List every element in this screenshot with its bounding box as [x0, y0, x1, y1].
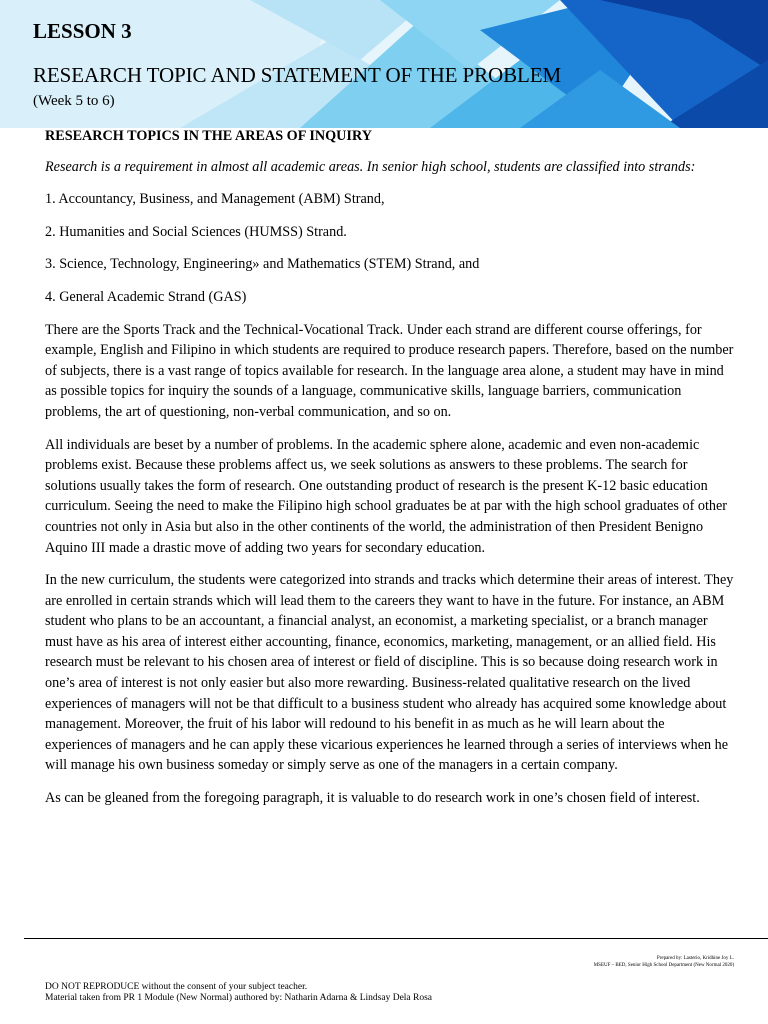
body-paragraph: There are the Sports Track and the Technical-Vocational Track. Under each strand are different course offerings, for example, English and Filipino in which students are required to produce research papers. Therefore, based on the number of subjects, there is a vast range of topics available for research. In the language area alone, a student may have in mind as possible topics for inquiry the sounds of a language, communicative skills, language barriers, communication problems, the art of questioning, non-verbal communication, and so on. — [45, 321, 734, 420]
strand-item: 2. Humanities and Social Sciences (HUMSS) Strand. — [45, 223, 347, 240]
prepared-by — [594, 955, 734, 969]
page-title: RESEARCH TOPIC AND STATEMENT OF THE PROBLEM — [33, 63, 562, 87]
lesson-number: LESSON 3 — [33, 19, 132, 43]
footer-divider — [24, 938, 768, 939]
body-paragraph: In the new curriculum, the students were categorized into strands and tracks which determine their areas of interest. They are enrolled in certain strands which will lead them to the careers they want to have in the future. For instance, an ABM student who plans to be an accountant, a financial analyst, an economist, a marketing specialist, or a branch manager must have as his area of interest either accounting, finance, economics, marketing, management, or an allied field. His research must be relevant to his chosen area of interest or field of discipline. This is so because doing research work in one’s area of interest is not only easier but also more rewarding. Business-related qualitative research on the lived experiences of managers will not be that difficult to a business student who already has acquired some knowledge about management. Moreover, the fruit of his labor will redound to his benefit in as much as he will learn about the experiences of managers and he can apply these vicarious experiences he learned through a series of interviews when he will manage his own business someday or simply serve as one of the managers in a certain company. — [45, 572, 734, 774]
section-heading: RESEARCH TOPICS IN THE AREAS OF INQUIRY — [45, 128, 372, 144]
lesson-content — [45, 126, 735, 821]
prepared-by-line: Prepared by: Lasterio, Kridhine Joy L. — [656, 956, 734, 961]
reproduce-notice: DO NOT REPRODUCE without the consent of your subject teacher. — [45, 982, 308, 992]
department-line: MSEUF – BED, Senior High School Department (New Normal 2020) — [593, 963, 734, 968]
source-notice: Material taken from PR 1 Module (New Normal) authored by: Natharin Adarna & Lindsay Dela Rosa — [45, 993, 433, 1003]
strand-item: 1. Accountancy, Business, and Management (ABM) Strand, — [45, 191, 385, 208]
footer-notice — [45, 982, 432, 1004]
header-banner — [0, 0, 768, 128]
body-paragraph: All individuals are beset by a number of problems. In the academic sphere alone, academic and even non-academic problems exist. Because these problems affect us, we seek solutions as answers to these problems. The search for solutions usually takes the form of research. One outstanding product of research is the present K-12 basic education curriculum. Seeing the need to make the Filipino high school graduates be at par with the high school graduates of other countries not only in Asia but also in the other continents of the world, the administration of then President Benigno Aquino III made a drastic move of adding two years for secondary education. — [45, 436, 728, 556]
week-range: (Week 5 to 6) — [33, 93, 115, 109]
strand-item: 4. General Academic Strand (GAS) — [45, 288, 247, 305]
body-paragraph: As can be gleaned from the foregoing paragraph, it is valuable to do research work in one’s chosen field of interest. — [45, 790, 700, 807]
intro-paragraph: Research is a requirement in almost all academic areas. In senior high school, students are classified into strands: — [45, 158, 696, 175]
strand-item: 3. Science, Technology, Engineering» and Mathematics (STEM) Strand, and — [45, 256, 480, 273]
